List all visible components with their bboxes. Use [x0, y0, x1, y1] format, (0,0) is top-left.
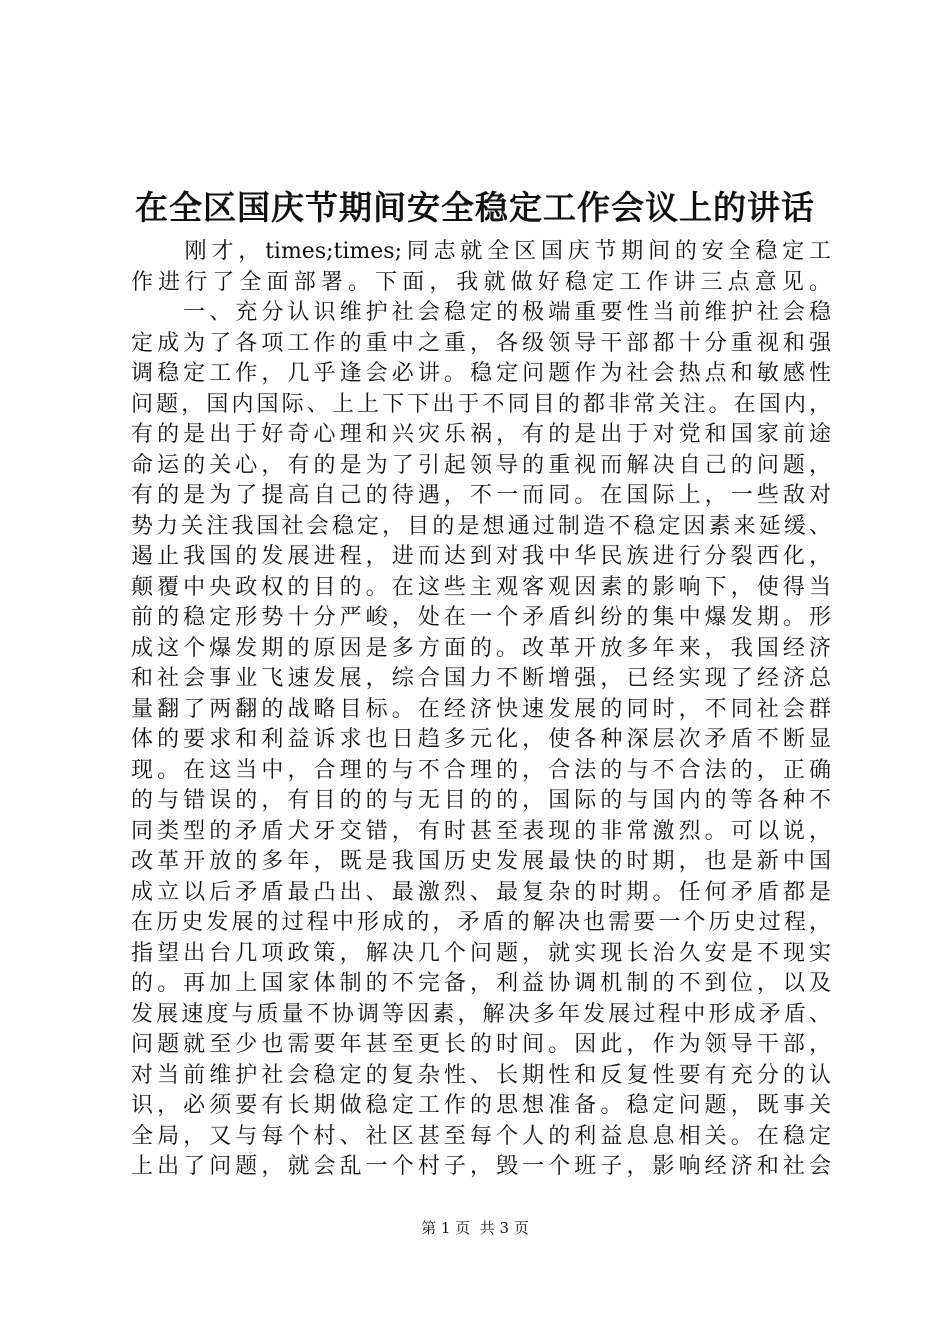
- body-text-line: 的与错误的，有目的的与无目的的，国际的与国内的等各种不: [131, 788, 831, 813]
- body-text-line: 问题就至少也需要年甚至更长的时间。因此，作为领导干部，: [131, 1032, 831, 1057]
- body-text-line: 定成为了各项工作的重中之重，各级领导干部都十分重视和强: [131, 330, 831, 356]
- page-number-footer: 第 1 页 共 3 页: [421, 1219, 529, 1237]
- body-text-line: 在历史发展的过程中形成的，矛盾的解决也需要一个历史过程，: [131, 910, 831, 935]
- body-text-line: 和社会事业飞速发展，综合国力不断增强，已经实现了经济总: [131, 666, 831, 691]
- body-text-line: 颠覆中央政权的目的。在这些主观客观因素的影响下，使得当: [131, 574, 831, 600]
- document-body: [131, 237, 831, 1183]
- body-text-line: 势力关注我国社会稳定，目的是想通过制造不稳定因素来延缓、: [131, 513, 831, 539]
- body-text-line: 调稳定工作，几乎逢会必讲。稳定问题作为社会热点和敏感性: [131, 361, 831, 386]
- body-text-line: 上出了问题，就会乱一个村子，毁一个班子，影响经济和社会: [131, 1154, 831, 1179]
- body-text-line: 成这个爆发期的原因是多方面的。改革开放多年来，我国经济: [131, 635, 831, 661]
- body-text-line: 有的是出于好奇心理和兴灾乐祸，有的是出于对党和国家前途: [131, 422, 831, 447]
- body-text-line: 作进行了全面部署。下面，我就做好稳定工作讲三点意见。: [131, 269, 831, 295]
- body-text-line: 指望出台几项政策，解决几个问题，就实现长治久安是不现实: [131, 940, 831, 966]
- body-text-line: 识，必须要有长期做稳定工作的思想准备。稳定问题，既事关: [131, 1093, 831, 1118]
- body-text-line: 前的稳定形势十分严峻，处在一个矛盾纠纷的集中爆发期。形: [131, 605, 831, 630]
- body-text-line: 有的是为了提高自己的待遇，不一而同。在国际上，一些敌对: [131, 483, 831, 508]
- body-text-line: 刚才，times;times;同志就全区国庆节期间的安全稳定工: [131, 239, 831, 264]
- body-text-line: 遏止我国的发展进程，进而达到对我中华民族进行分裂西化，: [131, 544, 831, 569]
- body-text-line: 现。在这当中，合理的与不合理的，合法的与不合法的，正确: [131, 757, 831, 783]
- body-text-line: 量翻了两翻的战略目标。在经济快速发展的同时，不同社会群: [131, 696, 831, 722]
- body-text-line: 同类型的矛盾犬牙交错，有时甚至表现的非常激烈。可以说，: [131, 818, 831, 844]
- body-text-line: 问题，国内国际、上上下下出于不同目的都非常关注。在国内，: [131, 391, 831, 417]
- body-text-line: 改革开放的多年，既是我国历史发展最快的时期，也是新中国: [131, 849, 831, 874]
- document-title: 在全区国庆节期间安全稳定工作会议上的讲话: [135, 188, 815, 227]
- body-text-line: 成立以后矛盾最凸出、最激烈、最复杂的时期。任何矛盾都是: [131, 879, 831, 905]
- body-text-line: 全局，又与每个村、社区甚至每个人的利益息息相关。在稳定: [131, 1123, 831, 1149]
- body-text-line: 对当前维护社会稳定的复杂性、长期性和反复性要有充分的认: [131, 1062, 831, 1088]
- body-text-line: 体的要求和利益诉求也日趋多元化，使各种深层次矛盾不断显: [131, 727, 831, 752]
- body-text-line: 命运的关心，有的是为了引起领导的重视而解决自己的问题，: [131, 452, 831, 478]
- body-text-line: 的。再加上国家体制的不完备，利益协调机制的不到位，以及: [131, 971, 831, 996]
- body-text-line: 一、充分认识维护社会稳定的极端重要性当前维护社会稳: [131, 300, 831, 325]
- body-text-line: 发展速度与质量不协调等因素，解决多年发展过程中形成矛盾、: [131, 1001, 831, 1027]
